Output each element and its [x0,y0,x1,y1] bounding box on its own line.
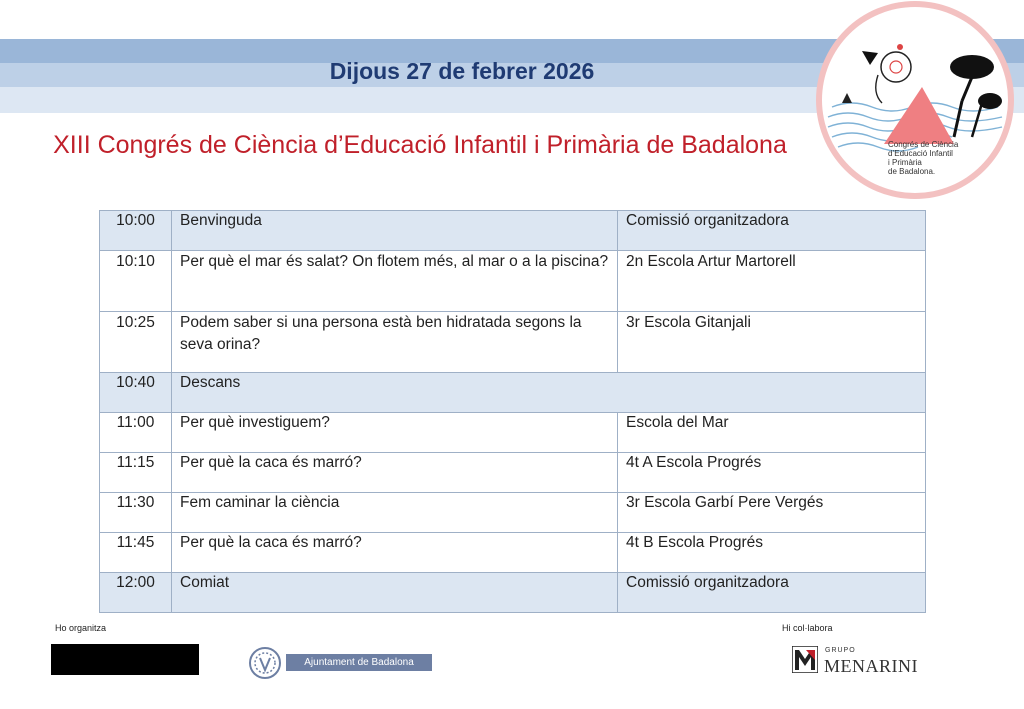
row-presenter: 3r Escola Garbí Pere Vergés [618,493,926,533]
collaborator-label: Hi col·labora [782,623,833,633]
row-topic: Per què investiguem? [172,413,618,453]
schedule-row [100,211,926,251]
row-time: 12:00 [100,573,172,613]
row-presenter: 2n Escola Artur Martorell [618,251,926,312]
row-topic: Descans [172,373,926,413]
congress-logo-text [888,140,998,176]
schedule-row [100,251,926,312]
row-time: 10:40 [100,373,172,413]
schedule-row [100,413,926,453]
logo-text-line: i Primària [888,158,922,167]
row-topic: Fem caminar la ciència [172,493,618,533]
row-presenter: Comissió organitzadora [618,211,926,251]
event-title: XIII Congrés de Ciència d’Educació Infantil i Primària de Badalona [53,131,787,159]
schedule-table [99,210,926,613]
schedule-row [100,453,926,493]
row-presenter: Comissió organitzadora [618,573,926,613]
schedule-row [100,493,926,533]
grupo-label: GRUPO [825,647,856,654]
row-time: 11:00 [100,413,172,453]
row-topic: Per què la caca és marró? [172,533,618,573]
row-time: 10:10 [100,251,172,312]
row-topic: Per què el mar és salat? On flotem més, al mar o a la piscina? [172,251,618,312]
schedule-row [100,533,926,573]
schedule-row-break [100,373,926,413]
ajuntament-logo: Ajuntament de Badalona [286,654,432,671]
ajuntament-emblem-icon [248,646,282,680]
event-date: Dijous 27 de febrer 2026 [329,58,595,84]
row-presenter: 3r Escola Gitanjali [618,312,926,373]
row-time: 10:25 [100,312,172,373]
row-time: 11:30 [100,493,172,533]
logo-text-line: de Badalona. [888,167,936,176]
menarini-label: MENARINI [824,656,918,676]
congress-logo [822,7,1008,193]
row-topic: Podem saber si una persona està ben hidratada segons la seva orina? [172,312,618,373]
redacted-logo [51,644,199,675]
organizer-label: Ho organitza [55,623,107,633]
row-topic: Comiat [172,573,618,613]
row-presenter: 4t A Escola Progrés [618,453,926,493]
row-presenter: Escola del Mar [618,413,926,453]
row-topic: Benvinguda [172,211,618,251]
logo-text-line: d’Educació Infantil [888,149,953,158]
schedule-row [100,312,926,373]
menarini-logo-icon [792,646,818,673]
row-time: 11:45 [100,533,172,573]
row-topic: Per què la caca és marró? [172,453,618,493]
schedule-row [100,573,926,613]
logo-text-line: Congrés de Ciència [888,140,959,149]
row-presenter: 4t B Escola Progrés [618,533,926,573]
row-time: 11:15 [100,453,172,493]
row-time: 10:00 [100,211,172,251]
